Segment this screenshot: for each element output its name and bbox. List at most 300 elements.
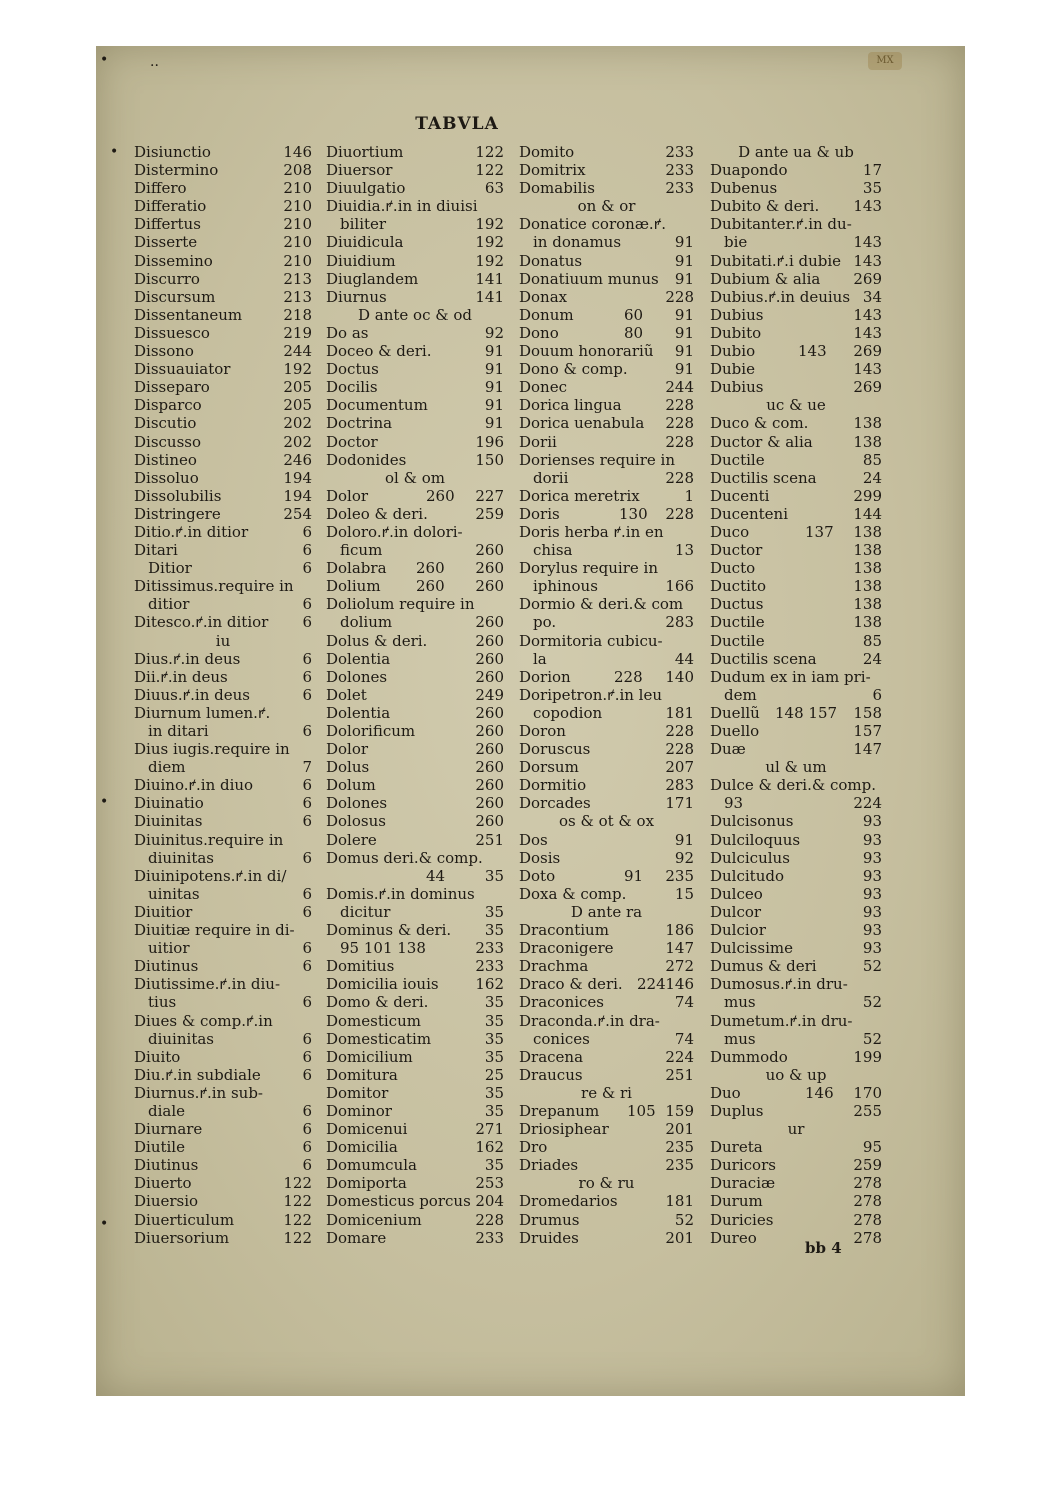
entry-page-number: 6 xyxy=(302,1047,312,1066)
index-entry xyxy=(710,577,882,595)
entry-term: Dolet xyxy=(326,685,367,704)
entry-page-number: 6 xyxy=(872,685,882,704)
entry-page-number: 35 xyxy=(484,1101,504,1120)
entry-term: Dubie xyxy=(710,360,755,379)
entry-term: Diuersorium xyxy=(134,1228,230,1247)
entry-page-number: 271 xyxy=(475,1120,504,1139)
index-entry xyxy=(710,414,882,432)
entry-page-number: 138 xyxy=(853,577,882,596)
entry-page-number: 278 xyxy=(853,1210,882,1229)
index-entry xyxy=(710,1174,882,1192)
entry-page-number: 85 xyxy=(862,631,882,650)
entry-page-number: 181 xyxy=(665,703,694,722)
index-entry xyxy=(134,378,312,396)
index-entry xyxy=(710,921,882,939)
entry-term: Dulcissime xyxy=(710,939,793,958)
entry-term: Dubitati.ꝵ.i dubie xyxy=(710,251,842,270)
entry-term: diem xyxy=(148,758,186,777)
entry-page-number: 44 xyxy=(674,649,694,668)
entry-page-number: 74 xyxy=(674,993,694,1012)
entry-page-number: 6 xyxy=(302,939,312,958)
entry-term: po. xyxy=(533,613,557,632)
entry-term: iu xyxy=(215,631,231,650)
entry-term: Donum xyxy=(519,305,574,324)
entry-page-number: 283 xyxy=(665,776,694,795)
ink-speck: • xyxy=(100,52,109,68)
index-entry xyxy=(519,939,694,957)
entry-term: Dolor xyxy=(326,740,369,759)
entry-page-number: 35 xyxy=(484,921,504,940)
entry-page-number: 91 xyxy=(484,378,504,397)
entry-term: Dormio & deri.& com xyxy=(519,595,684,614)
index-entry xyxy=(519,1229,694,1247)
entry-term: Dureta xyxy=(710,1138,763,1157)
entry-term: chisa xyxy=(533,541,573,560)
entry-term: Ductito xyxy=(710,577,766,596)
entry-term: Draconigere xyxy=(519,939,614,958)
entry-term: dem xyxy=(724,685,757,704)
entry-term: Dono xyxy=(519,323,559,342)
index-entry xyxy=(710,812,882,830)
entry-page-number: 138 xyxy=(853,613,882,632)
index-entry xyxy=(519,758,694,776)
entry-page-number: 93 xyxy=(862,848,882,867)
entry-page-number: 227 xyxy=(475,486,504,505)
entry-term: Doris herba ꝵ.in en xyxy=(519,522,664,541)
entry-page-number: 201 xyxy=(665,1120,694,1139)
index-entry xyxy=(710,1102,882,1120)
index-entry xyxy=(519,1156,694,1174)
entry-term: Doctrina xyxy=(326,414,393,433)
index-entry xyxy=(710,324,882,342)
entry-page-number: 233 xyxy=(475,1228,504,1247)
entry-page-number: 6 xyxy=(302,1029,312,1048)
entry-term: Diuerto xyxy=(134,1174,192,1193)
entry-page-number: 260 xyxy=(475,649,504,668)
entry-term: Dolones xyxy=(326,794,388,813)
entry-page-number: 6 xyxy=(302,884,312,903)
index-entry xyxy=(710,541,882,559)
entry-term: Documentum xyxy=(326,396,428,415)
index-entry xyxy=(326,433,504,451)
entry-term: Douum honorariũ xyxy=(519,342,654,361)
book-page xyxy=(96,46,965,1396)
entry-term: Diuinipotens.ꝵ.in di/ xyxy=(134,866,287,885)
entry-page-number: 233 xyxy=(665,179,694,198)
index-entry xyxy=(519,650,694,668)
index-entry xyxy=(326,758,504,776)
entry-page-number: 260 xyxy=(475,794,504,813)
index-entry xyxy=(326,722,504,740)
entry-term: os & ot & ox xyxy=(558,812,655,831)
entry-term: Dubito xyxy=(710,323,762,342)
index-entry xyxy=(326,559,504,577)
entry-page-number: 138 xyxy=(853,432,882,451)
entry-term: Driosiphear xyxy=(519,1120,609,1139)
index-entry xyxy=(134,324,312,342)
entry-term: Dubio xyxy=(710,342,756,361)
index-entry xyxy=(710,704,882,722)
index-entry xyxy=(710,686,882,704)
index-entry xyxy=(134,758,312,776)
entry-page-number: 6 xyxy=(302,522,312,541)
section-heading xyxy=(326,306,504,324)
ink-speck: • xyxy=(100,794,109,810)
index-entry xyxy=(710,650,882,668)
entry-term: Dracontium xyxy=(519,921,609,940)
entry-page-number: 213 xyxy=(283,287,312,306)
entry-page-number: 95 xyxy=(862,1138,882,1157)
entry-page-number: 122 xyxy=(475,161,504,180)
index-entry xyxy=(134,469,312,487)
entry-term: re & ri xyxy=(581,1083,632,1102)
entry-term: Dolere xyxy=(326,830,377,849)
entry-term: Diuortium xyxy=(326,143,404,161)
index-entry xyxy=(326,541,504,559)
index-entry xyxy=(134,1229,312,1247)
index-entry xyxy=(710,668,882,686)
entry-page-number: 235 xyxy=(665,866,694,885)
index-entry xyxy=(326,1120,504,1138)
entry-page-number: 278 xyxy=(853,1174,882,1193)
entry-term: Dolor xyxy=(326,486,369,505)
entry-term: Doloro.ꝵ.in dolori- xyxy=(326,522,463,541)
entry-extra-page: 91 xyxy=(624,866,644,885)
entry-term: biliter xyxy=(340,215,387,234)
entry-page-number: 35 xyxy=(484,1156,504,1175)
entry-term: Disseparo xyxy=(134,378,210,397)
index-column-2 xyxy=(326,143,504,1247)
index-entry xyxy=(519,613,694,631)
entry-term: Dolentia xyxy=(326,703,391,722)
entry-term: Ductile xyxy=(710,450,765,469)
entry-term: Disparco xyxy=(134,396,202,415)
entry-term: Diuinatio xyxy=(134,794,204,813)
index-entry xyxy=(519,342,694,360)
index-entry xyxy=(710,794,882,812)
index-entry xyxy=(519,1048,694,1066)
entry-page-number: 6 xyxy=(302,667,312,686)
index-entry xyxy=(134,414,312,432)
index-entry xyxy=(326,143,504,161)
section-heading xyxy=(710,1120,882,1138)
entry-term: in donamus xyxy=(533,233,622,252)
index-entry xyxy=(519,794,694,812)
entry-term: Dius.ꝵ.in deus xyxy=(134,649,241,668)
entry-page-number: 35 xyxy=(484,866,504,885)
entry-page-number: 218 xyxy=(283,305,312,324)
index-entry xyxy=(326,885,504,903)
entry-page-number: 91 xyxy=(674,360,694,379)
entry-term: Drumus xyxy=(519,1210,580,1229)
entry-page-number: 186 xyxy=(665,921,694,940)
entry-term: Duricies xyxy=(710,1210,774,1229)
entry-page-number: 233 xyxy=(475,957,504,976)
entry-page-number: 228 xyxy=(665,722,694,740)
entry-term: Dius iugis.require in xyxy=(134,740,290,759)
entry-term: Duraciæ xyxy=(710,1174,776,1193)
entry-term: Dubitanter.ꝵ.in du- xyxy=(710,215,852,234)
entry-page-number: 253 xyxy=(475,1174,504,1193)
entry-page-number: 228 xyxy=(665,287,694,306)
index-entry xyxy=(519,776,694,794)
index-entry xyxy=(134,396,312,414)
entry-page-number: 138 xyxy=(853,522,882,541)
entry-term: Ditior xyxy=(148,559,192,578)
entry-page-number: 299 xyxy=(853,486,882,505)
index-entry xyxy=(519,252,694,270)
index-entry xyxy=(326,1084,504,1102)
entry-page-number: 260 xyxy=(475,667,504,686)
entry-page-number: 143 xyxy=(853,251,882,270)
entry-term: Dro xyxy=(519,1138,548,1157)
entry-term: uinitas xyxy=(148,884,200,903)
index-entry xyxy=(134,686,312,704)
entry-term: Diutissime.ꝵ.in diu- xyxy=(134,975,281,994)
section-heading xyxy=(519,197,694,215)
entry-term: Diuersor xyxy=(326,161,393,180)
entry-page-number: 6 xyxy=(302,541,312,560)
index-entry xyxy=(710,1229,882,1247)
index-entry xyxy=(710,831,882,849)
entry-page-number: 210 xyxy=(283,233,312,252)
entry-term: bie xyxy=(724,233,748,252)
entry-page-number: 269 xyxy=(853,378,882,397)
entry-extra-page: 60 xyxy=(624,305,644,324)
entry-term: Dolus xyxy=(326,758,370,777)
entry-term: Diurnare xyxy=(134,1120,203,1139)
index-entry xyxy=(326,849,504,867)
entry-page-number: 283 xyxy=(665,613,694,632)
index-entry xyxy=(134,270,312,288)
index-entry xyxy=(134,650,312,668)
index-entry xyxy=(519,722,694,740)
index-entry xyxy=(326,993,504,1011)
entry-page-number: 260 xyxy=(475,703,504,722)
entry-page-number: 138 xyxy=(853,414,882,433)
entry-page-number: 93 xyxy=(862,921,882,940)
index-entry xyxy=(134,993,312,1011)
entry-term: Duapondo xyxy=(710,161,788,180)
entry-term: Domitrix xyxy=(519,161,586,180)
index-entry xyxy=(134,197,312,215)
entry-term: ditior xyxy=(148,595,190,614)
entry-page-number: 249 xyxy=(475,685,504,704)
index-entry xyxy=(710,957,882,975)
index-entry xyxy=(519,885,694,903)
entry-term: Duo xyxy=(710,1083,741,1102)
entry-term: Domito xyxy=(519,143,575,161)
index-entry xyxy=(326,1174,504,1192)
entry-term: Dii.ꝵ.in deus xyxy=(134,667,228,686)
entry-page-number: 251 xyxy=(475,830,504,849)
index-entry xyxy=(710,342,882,360)
index-entry xyxy=(519,975,694,993)
index-entry xyxy=(519,306,694,324)
entry-page-number: 141 xyxy=(475,269,504,288)
entry-page-number: 91 xyxy=(674,305,694,324)
entry-page-number: 143 xyxy=(853,197,882,216)
entry-page-number: 93 xyxy=(862,902,882,921)
entry-page-number: 204 xyxy=(475,1192,504,1211)
entry-page-number: 259 xyxy=(475,504,504,523)
index-entry xyxy=(710,1211,882,1229)
entry-term: Dorylus require in xyxy=(519,559,659,578)
entry-page-number: 157 xyxy=(853,722,882,740)
index-entry xyxy=(326,831,504,849)
entry-page-number: 91 xyxy=(674,342,694,361)
index-entry xyxy=(134,921,312,939)
index-entry xyxy=(710,1138,882,1156)
entry-term: Dulcor xyxy=(710,902,762,921)
index-entry xyxy=(134,541,312,559)
index-entry xyxy=(326,451,504,469)
index-entry xyxy=(326,270,504,288)
entry-page-number: 233 xyxy=(665,143,694,161)
entry-term: dicitur xyxy=(340,902,391,921)
entry-term: tius xyxy=(148,993,177,1012)
entry-term: D ante ra xyxy=(570,902,643,921)
index-entry xyxy=(326,776,504,794)
entry-term: Domitius xyxy=(326,957,395,976)
index-entry xyxy=(134,577,312,595)
entry-term: Dubius xyxy=(710,378,764,397)
entry-extra-page: 260 xyxy=(416,577,445,596)
entry-term: 95 101 138 xyxy=(340,939,426,958)
entry-term: Doctor xyxy=(326,432,378,451)
entry-page-number: 228 xyxy=(665,432,694,451)
entry-page-number: 158 xyxy=(853,703,882,722)
entry-page-number: 260 xyxy=(475,758,504,777)
index-entry xyxy=(519,1066,694,1084)
entry-page-number: 35 xyxy=(484,1011,504,1030)
entry-extra-page: 80 xyxy=(624,323,644,342)
index-entry xyxy=(519,523,694,541)
entry-page-number: 210 xyxy=(283,215,312,234)
index-entry xyxy=(134,668,312,686)
index-entry xyxy=(519,595,694,613)
entry-term: Donax xyxy=(519,287,568,306)
entry-term: Dos xyxy=(519,830,548,849)
entry-page-number: 6 xyxy=(302,848,312,867)
entry-term: Ducenti xyxy=(710,486,770,505)
index-entry xyxy=(519,451,694,469)
index-entry xyxy=(326,288,504,306)
index-entry xyxy=(710,939,882,957)
entry-page-number: 246 xyxy=(283,450,312,469)
index-entry xyxy=(134,451,312,469)
index-entry xyxy=(134,1156,312,1174)
index-entry xyxy=(519,577,694,595)
entry-term: Diuidium xyxy=(326,251,396,270)
entry-extra-page: 260 xyxy=(416,559,445,578)
index-entry xyxy=(326,396,504,414)
index-entry xyxy=(710,867,882,885)
index-entry xyxy=(326,577,504,595)
index-entry xyxy=(326,1211,504,1229)
index-entry xyxy=(134,1211,312,1229)
index-entry xyxy=(519,1102,694,1120)
index-entry xyxy=(134,505,312,523)
entry-term: Docilis xyxy=(326,378,378,397)
entry-page-number: 201 xyxy=(665,1228,694,1247)
index-entry xyxy=(710,270,882,288)
entry-term: Ductile xyxy=(710,631,765,650)
index-entry xyxy=(134,559,312,577)
index-entry xyxy=(519,487,694,505)
entry-page-number: 138 xyxy=(853,559,882,578)
index-entry xyxy=(519,632,694,650)
entry-term: Dulcitudo xyxy=(710,866,785,885)
index-entry xyxy=(326,523,504,541)
entry-term: diale xyxy=(148,1101,186,1120)
entry-page-number: 91 xyxy=(484,414,504,433)
entry-page-number: 143 xyxy=(853,305,882,324)
index-entry xyxy=(326,794,504,812)
entry-page-number: 272 xyxy=(665,957,694,976)
entry-page-number: 210 xyxy=(283,197,312,216)
entry-term: dolium xyxy=(340,613,393,632)
entry-term: Domicenium xyxy=(326,1210,422,1229)
entry-page-number: 235 xyxy=(665,1138,694,1157)
entry-term: Dolium xyxy=(326,577,381,596)
index-entry xyxy=(134,306,312,324)
entry-term: Doctus xyxy=(326,360,379,379)
entry-page-number: 52 xyxy=(674,1210,694,1229)
entry-page-number: 122 xyxy=(283,1174,312,1193)
entry-term: copodion xyxy=(533,703,603,722)
entry-page-number: 233 xyxy=(475,939,504,958)
entry-page-number: 91 xyxy=(674,323,694,342)
index-entry xyxy=(134,867,312,885)
index-entry xyxy=(519,831,694,849)
entry-page-number: 143 xyxy=(853,323,882,342)
entry-term: Discutio xyxy=(134,414,197,433)
index-entry xyxy=(134,1174,312,1192)
entry-term: Dromedarios xyxy=(519,1192,618,1211)
entry-term: Domus deri.& comp. xyxy=(326,848,483,867)
entry-page-number: 228 xyxy=(665,468,694,487)
entry-page-number: 6 xyxy=(302,1120,312,1139)
entry-page-number: 224 xyxy=(665,1047,694,1066)
index-entry xyxy=(134,776,312,794)
index-entry xyxy=(710,523,882,541)
entry-term: Diutile xyxy=(134,1138,185,1157)
section-heading xyxy=(710,1066,882,1084)
entry-page-number: 122 xyxy=(475,143,504,161)
entry-term: Dorcades xyxy=(519,794,591,813)
index-entry xyxy=(134,957,312,975)
entry-term: Diuglandem xyxy=(326,269,419,288)
index-entry xyxy=(519,378,694,396)
entry-page-number: 260 xyxy=(475,613,504,632)
entry-term: Domitura xyxy=(326,1065,398,1084)
index-entry xyxy=(134,812,312,830)
index-entry xyxy=(326,233,504,251)
entry-term: ol & om xyxy=(385,468,445,487)
index-entry xyxy=(134,939,312,957)
index-entry xyxy=(519,867,694,885)
index-entry xyxy=(519,921,694,939)
entry-page-number: 17 xyxy=(862,161,882,180)
entry-page-number: 122 xyxy=(283,1192,312,1211)
entry-term: Doceo & deri. xyxy=(326,342,432,361)
index-entry xyxy=(710,505,882,523)
entry-extra-page: 130 xyxy=(619,504,648,523)
entry-page-number: 202 xyxy=(283,414,312,433)
index-entry xyxy=(326,414,504,432)
entry-term: Domumcula xyxy=(326,1156,417,1175)
